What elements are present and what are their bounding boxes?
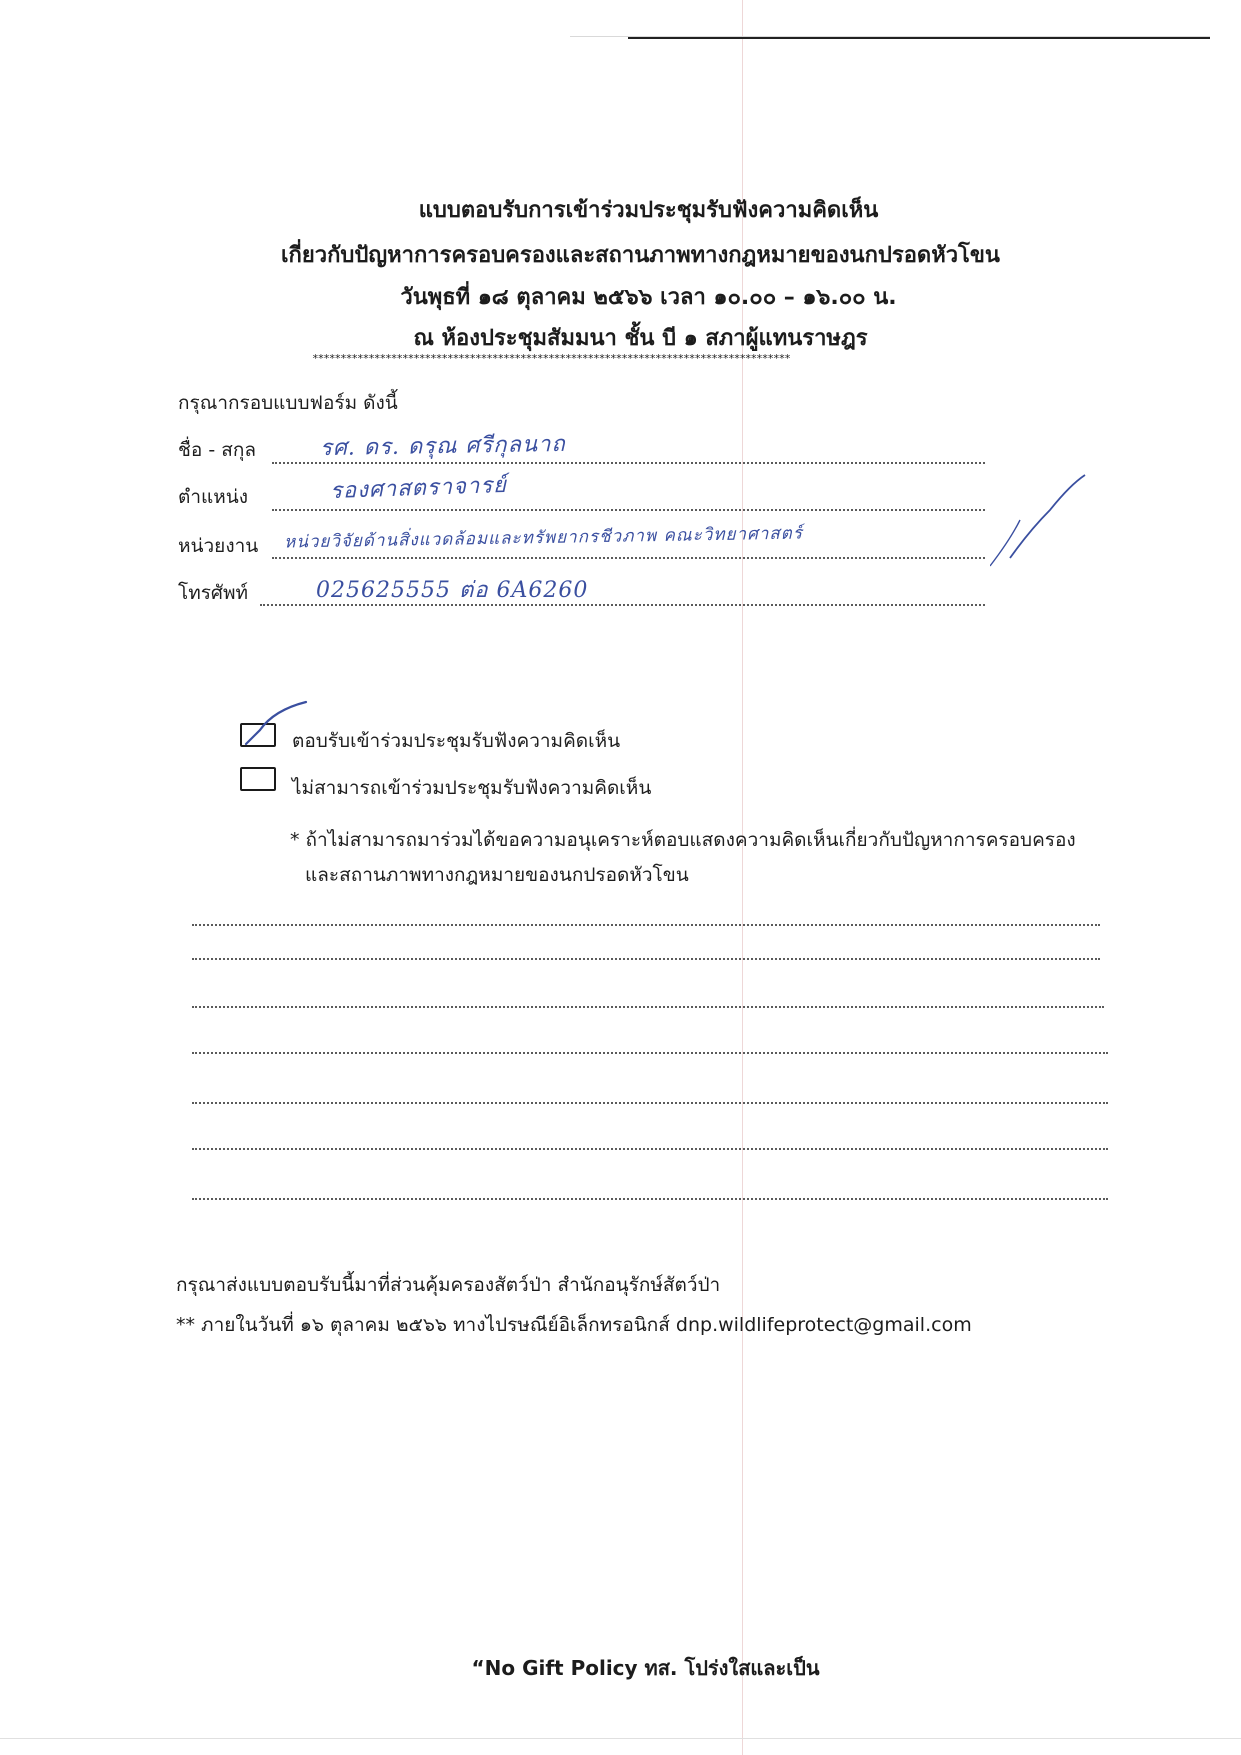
comment-line: [192, 924, 1100, 926]
comment-line: [192, 1198, 1108, 1200]
comment-line: [192, 1102, 1108, 1104]
send-instruction: กรุณาส่งแบบตอบรับนี้มาที่ส่วนคุ้มครองสัตว์ป่า สำนักอนุรักษ์สัตว์ป่า: [176, 1274, 721, 1296]
name-handwritten-value: รศ. ดร. ดรุณ ศรีกุลนาถ: [319, 431, 566, 462]
comment-line: [192, 1006, 1104, 1008]
note-line-1: * ถ้าไม่สามารถมาร่วมได้ขอความอนุเคราะห์ตอบแสดงความคิดเห็นเกี่ยวกับปัญหาการครอบครอง: [290, 829, 1076, 851]
deadline-instruction: ** ภายในวันที่ ๑๖ ตุลาคม ๒๕๖๖ ทางไปรษณีย์อิเล็กทรอนิกส์ dnp.wildlifeprotect@gmail.com: [176, 1314, 972, 1336]
title-line-3: วันพุธที่ ๑๘ ตุลาคม ๒๕๖๖ เวลา ๑๐.๐๐ – ๑๖.๐๐ น.: [400, 285, 897, 310]
name-label: ชื่อ - สกุล: [178, 439, 256, 461]
separator-stars: *************************************************************************************: [312, 353, 790, 365]
organization-label: หน่วยงาน: [178, 535, 259, 557]
decline-checkbox[interactable]: [240, 767, 276, 791]
note-line-2: และสถานภาพทางกฎหมายของนกปรอดหัวโขน: [305, 864, 689, 886]
handwritten-flourish: [990, 470, 1090, 570]
form-instruction: กรุณากรอบแบบฟอร์ม ดังนี้: [178, 392, 398, 414]
comment-line: [192, 1052, 1108, 1054]
position-label: ตำแหน่ง: [178, 486, 249, 508]
scan-bottom-line: [0, 1738, 1241, 1739]
position-dotted-line: [272, 509, 985, 511]
phone-handwritten-value: 025625555 ต่อ 6A6260: [316, 578, 589, 603]
decline-option-label: ไม่สามารถเข้าร่วมประชุมรับฟังความคิดเห็น: [292, 777, 652, 799]
comment-line: [192, 958, 1100, 960]
scan-top-rule: [628, 37, 1210, 39]
title-line-2: เกี่ยวกับปัญหาการครอบครองและสถานภาพทางกฎหมายของนกปรอดหัวโขน: [281, 243, 1000, 268]
organization-handwritten-value: หน่วยวิจัยด้านสิ่งแวดล้อมและทรัพยากรชีวภาพ คณะวิทยาศาสตร์: [283, 523, 804, 553]
comment-line: [192, 1148, 1108, 1150]
no-gift-policy: “No Gift Policy ทส. โปร่งใสและเป็น: [471, 1656, 820, 1680]
title-line-4: ณ ห้องประชุมสัมมนา ชั้น บี ๑ สภาผู้แทนราษฎร: [413, 326, 868, 351]
position-handwritten-value: รองศาสตราจารย์: [329, 472, 508, 505]
organization-dotted-line: [272, 557, 985, 559]
phone-label: โทรศัพท์: [178, 582, 249, 604]
title-line-1: แบบตอบรับการเข้าร่วมประชุมรับฟังความคิดเห็น: [418, 198, 879, 223]
accept-option-label: ตอบรับเข้าร่วมประชุมรับฟังความคิดเห็น: [292, 730, 621, 752]
